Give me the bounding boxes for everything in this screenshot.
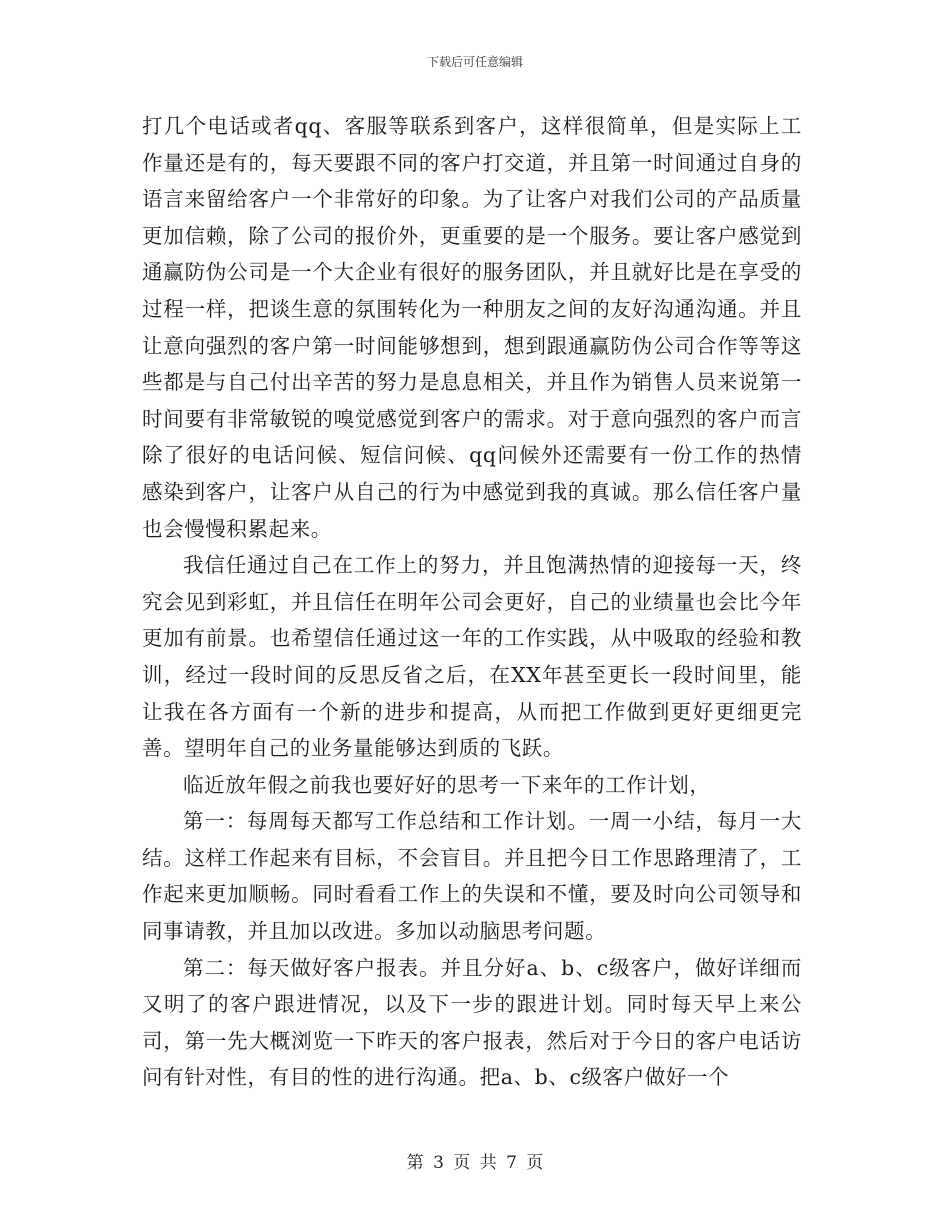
paragraph-continuation: 打几个电话或者qq、客服等联系到客户，这样很简单，但是实际上工作量还是有的，每天要跟不同的客户打交道，并且第一时间通过自身的语言来留给客户一个非常好的印象。为了让客户对我们公司的产品质量更加信赖，除了公司的报价外，更重要的是一个服务。要让客户感觉到通赢防伪公司是一个大企业有很好的服务团队，并且就好比是在享受的过程一样，把谈生意的氛围转化为一种朋友之间的友好沟通沟通。并且让意向强烈的客户第一时间能够想到，想到跟通赢防伪公司合作等等这些都是与自己付出辛苦的努力是息息相关，并且作为销售人员来说第一时间要有非常敏锐的嗅觉感觉到客户的需求。对于意向强烈的客户而言除了很好的电话问候、短信问候、qq问候外还需要有一份工作的热情感染到客户，让客户从自己的行为中感觉到我的真诚。那么信任客户量也会慢慢积累起来。 (142, 114, 802, 541)
document-body (142, 108, 802, 1096)
paragraph-plan-intro: 临近放年假之前我也要好好的思考一下来年的工作计划， (183, 772, 711, 797)
page-number-footer: 第 3 页 共 7 页 (406, 1153, 544, 1173)
page-header: 下载后可任意编辑 (426, 55, 523, 69)
paragraph-belief: 我信任通过自己在工作上的努力，并且饱满热情的迎接每一天，终究会见到彩虹，并且信任在明年公司会更好，自己的业绩量也会比今年更加有前景。也希望信任通过这一年的工作实践，从中吸取的经验和教训，经过一段时间的反思反省之后，在XX年甚至更长一段时间里，能让我在各方面有一个新的进步和提高，从而把工作做到更好更细更完善。望明年自己的业务量能够达到质的飞跃。 (142, 553, 802, 761)
paragraph-plan-second: 第二：每天做好客户报表。并且分好a、b、c级客户，做好详细而又明了的客户跟进情况，以及下一步的跟进计划。同时每天早上来公司，第一先大概浏览一下昨天的客户报表，然后对于今日的客户电话访问有针对性，有目的性的进行沟通。把a、b、c级客户做好一个 (142, 955, 802, 1090)
paragraph-plan-first: 第一：每周每天都写工作总结和工作计划。一周一小结，每月一大结。这样工作起来有目标，不会盲目。并且把今日工作思路理清了，工作起来更加顺畅。同时看看工作上的失误和不懂，要及时向公司领导和同事请教，并且加以改进。多加以动脑思考问题。 (142, 809, 802, 944)
